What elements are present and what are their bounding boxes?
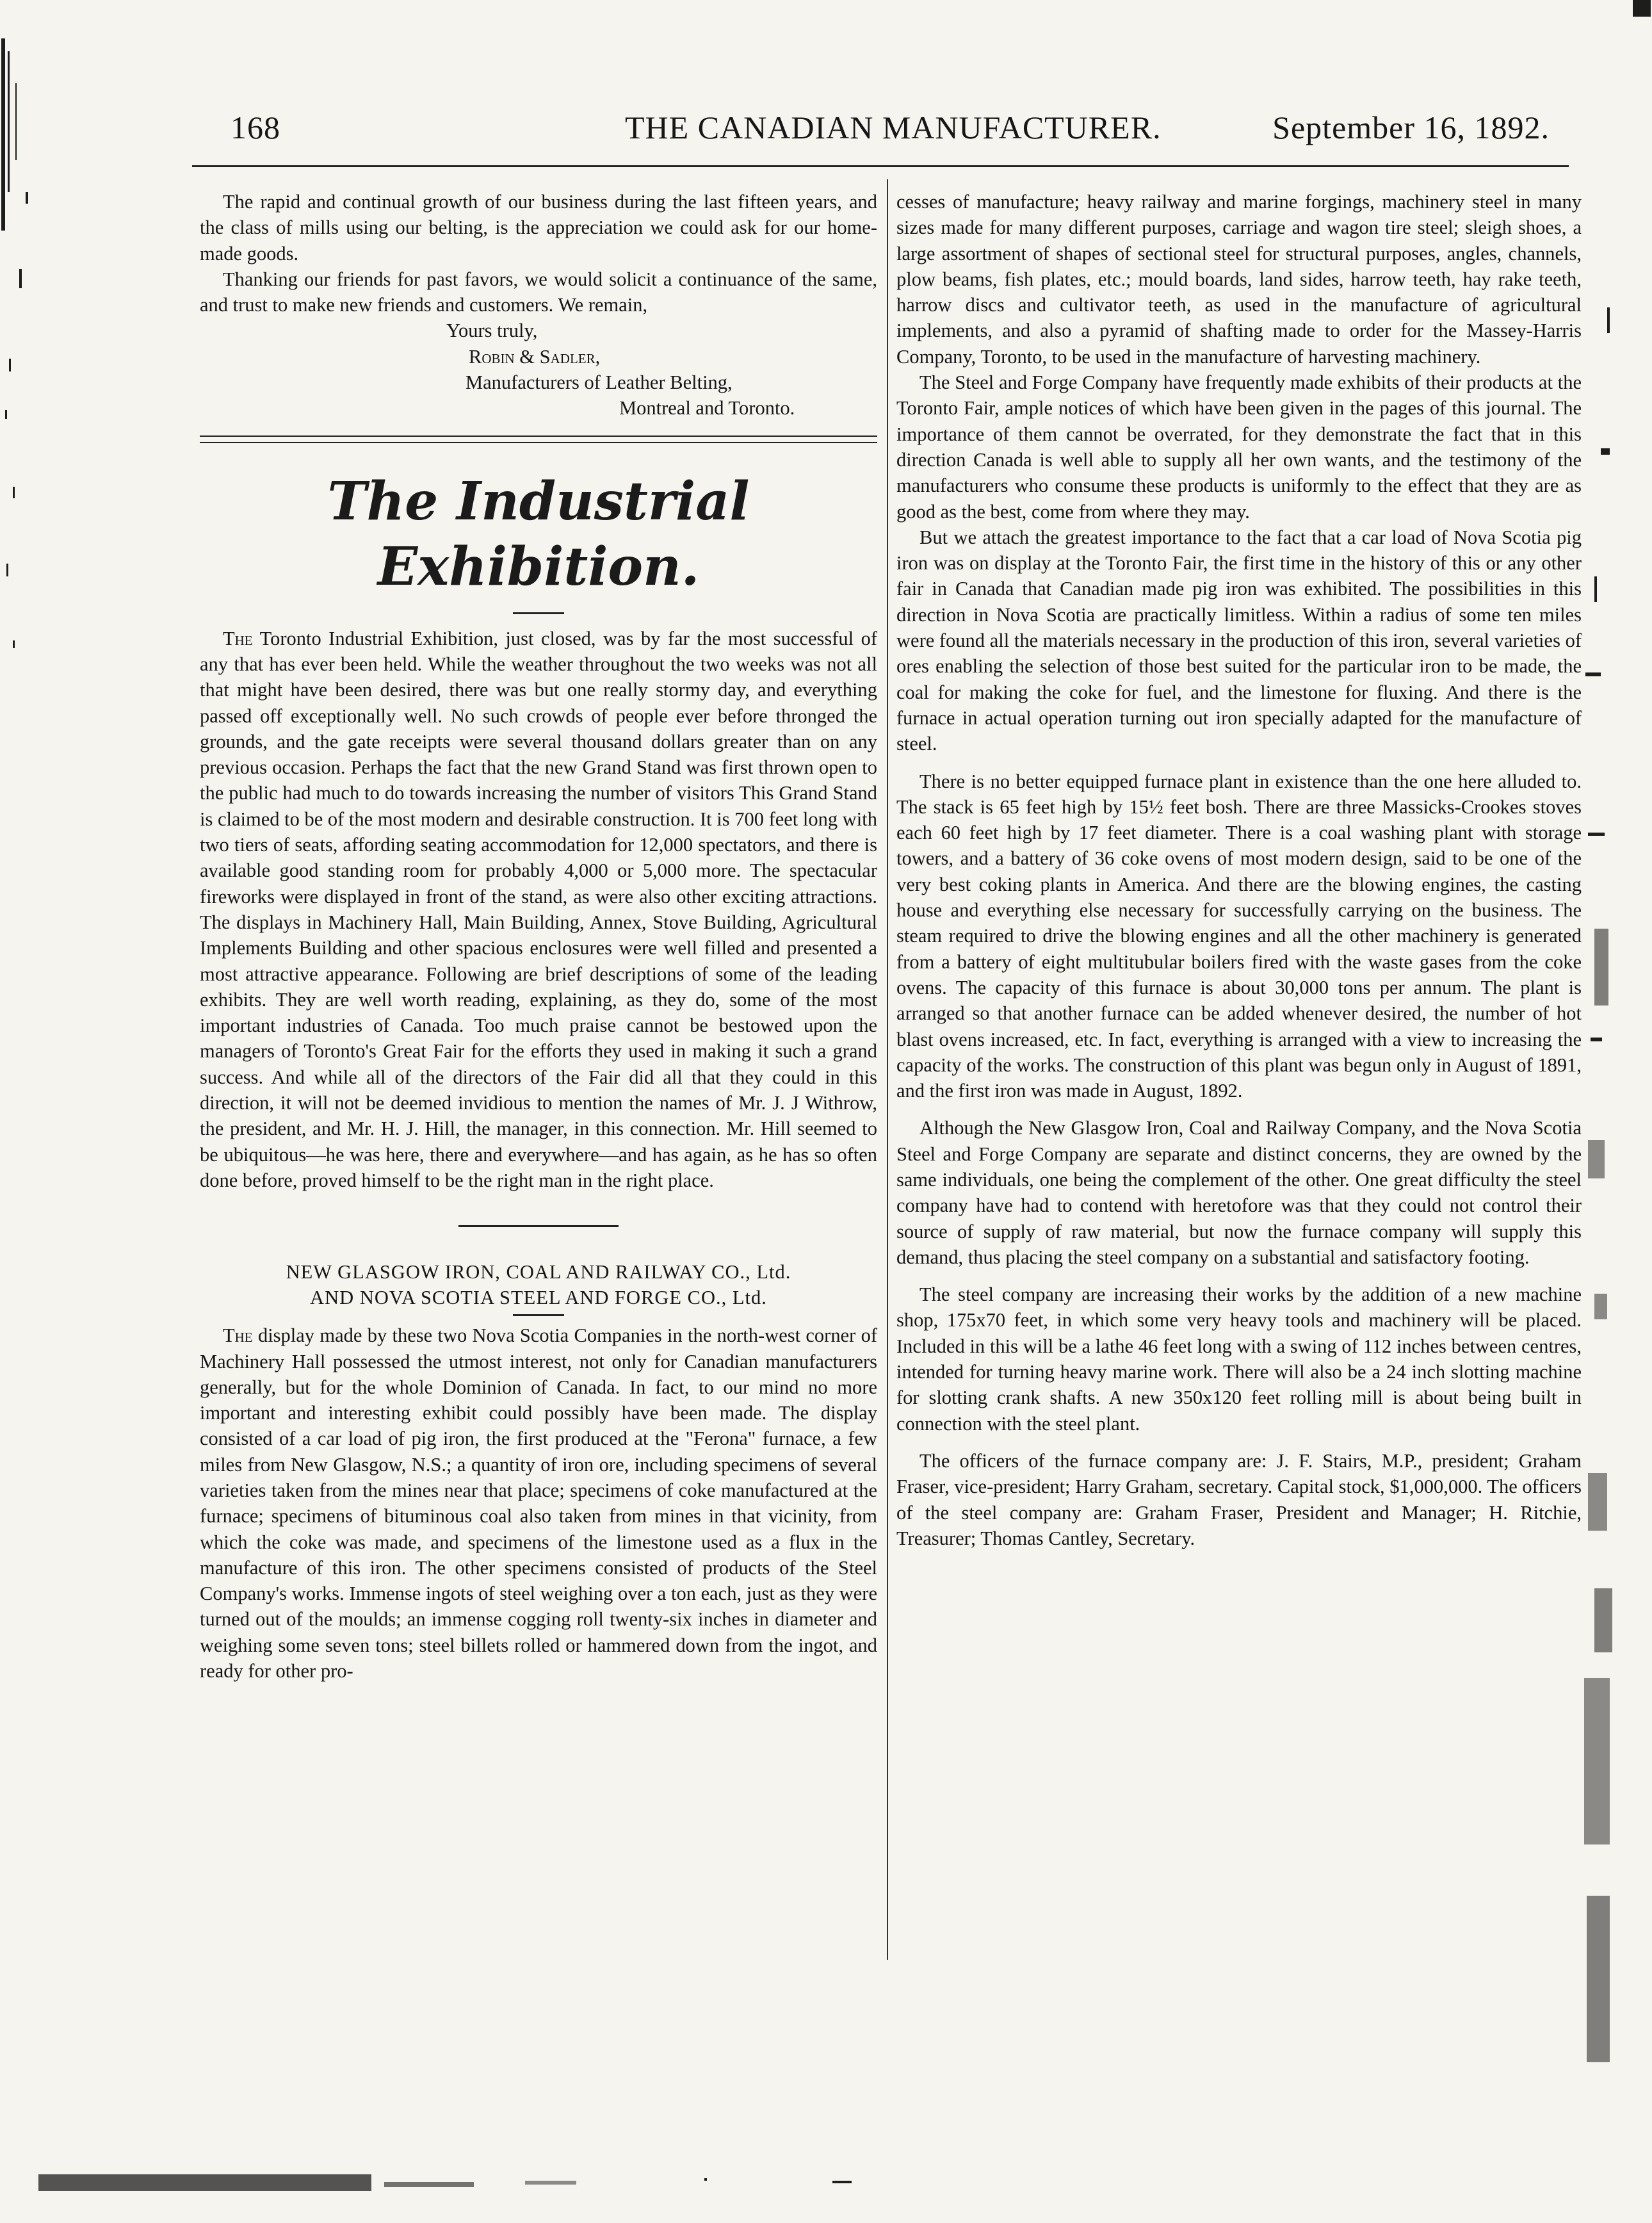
lead-word: The xyxy=(223,1324,253,1347)
title-rule xyxy=(513,612,564,614)
section-paragraph-continued: cesses of manufacture; heavy railway and marine forgings, machinery steel in many sizes made for many different purposes, carriage and wagon tire steel; sleigh shoes, a large assortment of shapes of sectional steel for structural purposes, angles, channels, plow beams, fish plates, etc.; mould boards, land sides, harrow teeth, hay rake teeth, harrow discs and cultivator teeth, as used in the manufacture of agricultural implements, and also a pyramid of shafting made to order for the Massey-Harris Company, Toronto, to be used in the manufacture of harvesting machinery. xyxy=(896,191,1582,368)
section-paragraph: Although the New Glasgow Iron, Coal and Railway Company, and the Nova Scotia Steel and Forge Company are separate and distinct concerns, they are owned by the same individuals, one being the complement of the other. One great difficulty the steel company have had to contend with heretofore was that they could not control their source of supply of raw material, but now the furnace company will supply this demand, thus placing the steel company on a substantial and satisfactory footing. xyxy=(896,1117,1582,1268)
section-paragraph xyxy=(200,1323,877,1684)
heading-rule xyxy=(513,1314,564,1316)
letter-closing: Yours truly, xyxy=(446,320,538,342)
scan-edge-right xyxy=(1582,0,1652,2223)
left-column xyxy=(200,189,877,1684)
section-text: display made by these two Nova Scotia Companies in the north-west corner of Machinery Hall possessed the utmost interest, not only for Canadian manufacturers generally, but for the whole Dominion of Canada. In fact, to our mind no more important and interesting exhibit could possibly have been made. The display consisted of a car load of pig iron, the first produced at the "Ferona" furnace, a few miles from New Glasgow, N.S.; a quantity of iron ore, including specimens of several varieties taken from the mines near that place; specimens of coke manufactured at the furnace; specimens of bituminous coal also taken from mines in that vicinity, from which the coke was made, and specimens of the limestone used as a flux in the manufacture of this iron. The other specimens consisted of products of the Steel Company's works. Immense ingots of steel weighing over a ton each, just as they were turned out of the moulds; an immense cogging roll twenty-six inches in diameter and weighing some seven tons; steel billets rolled or hammered down from the ingot, and ready for other pro- xyxy=(200,1324,877,1682)
section-heading xyxy=(200,1259,877,1310)
scan-edge-bottom xyxy=(0,2153,1652,2223)
section-paragraph: The officers of the furnace company are: J. F. Stairs, M.P., president; Graham Fraser, vice-president; Harry Graham, secretary. Capital stock, $1,000,000. The officers of the steel company are: Graham Fraser, President and Manager; H. Ritchie, Treasurer; Thomas Cantley, Secretary. xyxy=(896,1449,1582,1549)
article-title xyxy=(200,469,877,599)
page-header xyxy=(231,109,1550,160)
section-rule xyxy=(200,436,877,437)
publication-title: THE CANADIAN MANUFACTURER. xyxy=(625,110,1162,145)
article-text: Toronto Industrial Exhibition, just closed, was by far the most successful of any that has ever been held. While the weather throughout the two weeks was not all that might have been desired, there was but one really stormy day, and everything passed off exceptionally well. No such crowds of people ever before thronged the grounds, and the gate receipts were several thousand dollars greater than on any previous occasion. Perhaps the fact that the new Grand Stand was first thrown open to the public had much to do towards increasing the number of visitors This Grand Stand is claimed to be of the most modern and desirable construction. It is 700 feet long with two tiers of seats, affording seating accommodation for 12,000 spectators, and there is available good standing room for probably 4,000 or 5,000 more. The spectacular fireworks were displayed in front of the stand, as were also other exciting attractions. The displays in Machinery Hall, Main Building, Annex, Stove Building, Agricultural Implements Building and other spacious enclosures were well filled and presented a most attractive appearance. Following are brief descriptions of some of the leading exhibits. They are well worth reading, explaining, as they do, some of the most important industries of Canada. Too much praise cannot be bestowed upon the managers of Toronto's Great Fair for the efforts they used in making it such a grand success. And while all of the directors of the Fair did all that they could in this direction, it will not be deemed invidious to mention the names of Mr. J. J Withrow, the president, and Mr. H. J. Hill, the manager, in this connection. Mr. Hill seemed to be ubiquitous—he was here, there and everywhere—and has again, as he has so often done before, proved himself to be the right man in the right place. xyxy=(200,627,878,1191)
signature-name: Robin & Sadler, xyxy=(469,345,601,368)
letter-signature xyxy=(200,318,877,421)
signature-place: Montreal and Toronto. xyxy=(619,397,795,419)
column-divider xyxy=(887,179,888,1960)
section-heading-line: NEW GLASGOW IRON, COAL AND RAILWAY CO., Ltd. xyxy=(286,1261,791,1283)
section-paragraph: The Steel and Forge Company have frequently made exhibits of their products at the Toronto Fair, ample notices of which have been given in the pages of this journal. The importance of them cannot be overrated, for they demonstrate the fact that in this direction Canada is well able to supply all her own wants, and the testimony of the manufacturers who consume these products is uniformly to the effect that they are as good as the best, come from where they may. xyxy=(896,371,1582,523)
article-title-line: The Industrial xyxy=(327,470,750,532)
page-number: 168 xyxy=(231,110,280,145)
lead-word: The xyxy=(223,627,253,649)
section-heading-line: AND NOVA SCOTIA STEEL AND FORGE CO., Ltd. xyxy=(310,1287,767,1309)
article-title-line: Exhibition. xyxy=(377,535,700,598)
letter-paragraph: The rapid and continual growth of our business during the last fifteen years, and the class of mills using our belting, is the appreciation we could ask for our home-made goods. xyxy=(200,191,877,265)
section-paragraph: But we attach the greatest importance to the fact that a car load of Nova Scotia pig iron was on display at the Toronto Fair, the first time in the history of this or any other fair in Canada that Canadian made pig iron was exhibited. The possibilities in this direction in Nova Scotia are practically limitless. Within a radius of some ten miles were found all the materials necessary in the production of this iron, several varieties of ores enabling the selection of those best suited for the particular iron to be made, the coal for making the coke for fuel, and the limestone for fluxing. And there is the furnace in actual operation turning out iron specially adapted for the manufacture of steel. xyxy=(896,526,1582,755)
section-paragraph: The steel company are increasing their works by the addition of a new machine shop, 175x70 feet, in which some very heavy tools and machinery will be placed. Included in this will be a lathe 46 feet long with a swing of 112 inches between centres, intended for turning heavy marine work. There will also be a 24 inch slotting machine for slotting crank shafts. A new 350x120 feet rolling mill is about being built in connection with the steel plant. xyxy=(896,1283,1582,1435)
right-column xyxy=(896,189,1582,1551)
section-rule xyxy=(200,442,877,443)
article-body xyxy=(200,626,877,1194)
section-rule xyxy=(458,1225,619,1227)
letter-paragraph: Thanking our friends for past favors, we would solicit a continuance of the same, and trust to make new friends and customers. We remain, xyxy=(200,268,877,316)
scan-edge-left xyxy=(0,0,83,2223)
signature-title: Manufacturers of Leather Belting, xyxy=(466,371,733,394)
header-rule xyxy=(192,165,1569,167)
issue-date: September 16, 1892. xyxy=(1272,110,1550,145)
section-paragraph: There is no better equipped furnace plant in existence than the one here alluded to. The stack is 65 feet high by 15½ feet bosh. There are three Massicks-Crookes stoves each 60 feet high by 17 feet diameter. There is a coal washing plant with storage towers, and a battery of 36 coke ovens of most modern design, said to be one of the very best coking plants in America. And there are the blowing engines, the casting house and everything else necessary for successfully carrying on the business. The steam required to drive the blowing engines and all the other machinery is generated from a battery of eight multitubular boilers fired with the waste gases from the coke ovens. The capacity of this furnace is about 30,000 tons per annum. The plant is arranged so that another furnace can be added whenever desired, the number of hot blast ovens increased, etc. In fact, everything is arranged with a view to increasing the capacity of the works. The construction of this plant was begun only in August of 1891, and the first iron was made in August, 1892. xyxy=(896,770,1582,1102)
